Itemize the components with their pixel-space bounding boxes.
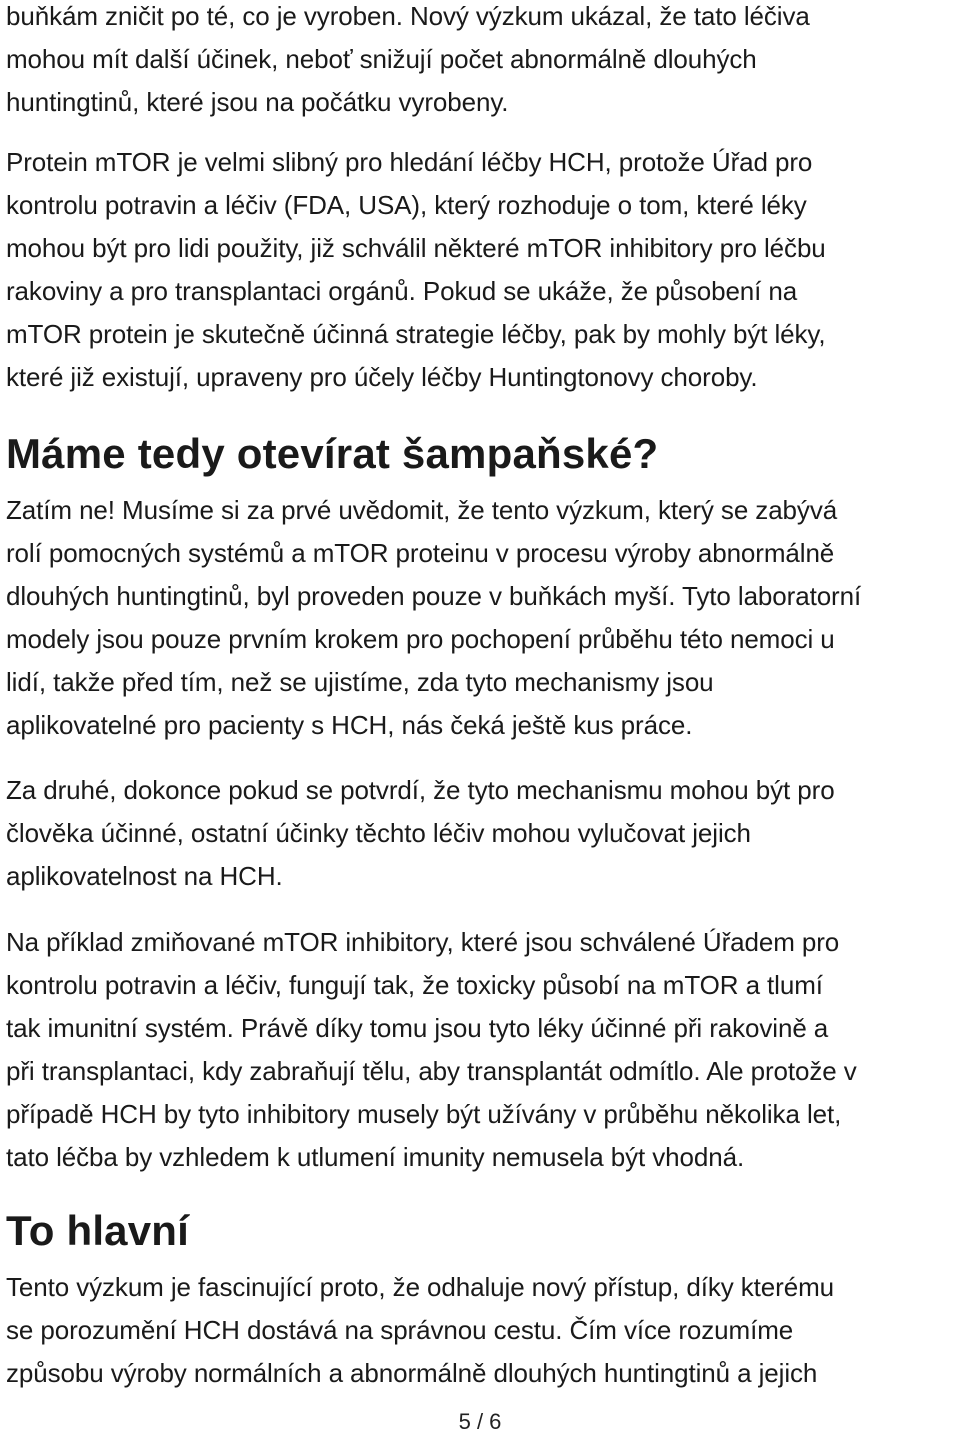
text-line: mohou mít další účinek, neboť snižují počet abnormálně dlouhých — [6, 44, 757, 74]
text-line: buňkám zničit po té, co je vyroben. Nový výzkum ukázal, že tato léčiva — [6, 1, 810, 31]
text-line: rakoviny a pro transplantaci orgánů. Pokud se ukáže, že působení na — [6, 276, 798, 306]
text-line: aplikovatelnost na HCH. — [6, 861, 283, 891]
text-line: kontrolu potravin a léčiv, fungují tak, že toxicky působí na mTOR a tlumí — [6, 970, 823, 1000]
text-line: případě HCH by tyto inhibitory musely být užívány v průběhu několika let, — [6, 1099, 842, 1129]
text-line: Za druhé, dokonce pokud se potvrdí, že tyto mechanismu mohou být pro — [6, 775, 835, 805]
text-line: modely jsou pouze prvním krokem pro pochopení průběhu této nemoci u — [6, 624, 835, 654]
text-line: způsobu výroby normálních a abnormálně dlouhých huntingtinů a jejich — [6, 1358, 818, 1388]
text-line: aplikovatelné pro pacienty s HCH, nás čeká ještě kus práce. — [6, 710, 693, 740]
paragraph-intro-continuation — [6, 0, 958, 124]
text-line: tato léčba by vzhledem k utlumení imunity nemusela být vhodná. — [6, 1142, 745, 1172]
text-line: dlouhých huntingtinů, byl proveden pouze v buňkách myší. Tyto laboratorní — [6, 581, 862, 611]
paragraph-secondly — [6, 769, 958, 898]
text-line: které již existují, upraveny pro účely léčby Huntingtonovy choroby. — [6, 362, 758, 392]
text-line: mohou být pro lidi použity, již schválil některé mTOR inhibitory pro léčbu — [6, 233, 826, 263]
paragraph-for-example — [6, 921, 958, 1179]
paragraph-not-yet — [6, 489, 958, 747]
section-heading-champagne: Máme tedy otevírat šampaňské? — [6, 430, 659, 477]
text-line: Zatím ne! Musíme si za prvé uvědomit, že tento výzkum, který se zabývá — [6, 495, 838, 525]
text-line: tak imunitní systém. Právě díky tomu jsou tyto léky účinné při rakovině a — [6, 1013, 829, 1043]
page-number: 5 / 6 — [458, 1409, 502, 1434]
paragraph-mtor-protein — [6, 141, 958, 399]
section-heading-conclusion: To hlavní — [6, 1207, 190, 1254]
text-line: kontrolu potravin a léčiv (FDA, USA), který rozhoduje o tom, které léky — [6, 190, 807, 220]
text-line: při transplantaci, kdy zabraňují tělu, aby transplantát odmítlo. Ale protože v — [6, 1056, 857, 1086]
text-line: rolí pomocných systémů a mTOR proteinu v procesu výroby abnormálně — [6, 538, 835, 568]
text-line: Na příklad zmiňované mTOR inhibitory, které jsou schválené Úřadem pro — [6, 927, 840, 957]
text-line: se porozumění HCH dostává na správnou cestu. Čím více rozumíme — [6, 1315, 794, 1345]
text-line: člověka účinné, ostatní účinky těchto léčiv mohou vylučovat jejich — [6, 818, 751, 848]
paragraph-conclusion — [6, 1266, 958, 1395]
text-line: Protein mTOR je velmi slibný pro hledání léčby HCH, protože Úřad pro — [6, 147, 813, 177]
text-line: huntingtinů, které jsou na počátku vyrobeny. — [6, 87, 509, 117]
text-line: lidí, takže před tím, než se ujistíme, zda tyto mechanismy jsou — [6, 667, 714, 697]
text-line: Tento výzkum je fascinující proto, že odhaluje nový přístup, díky kterému — [6, 1272, 834, 1302]
text-line: mTOR protein je skutečně účinná strategie léčby, pak by mohly být léky, — [6, 319, 826, 349]
